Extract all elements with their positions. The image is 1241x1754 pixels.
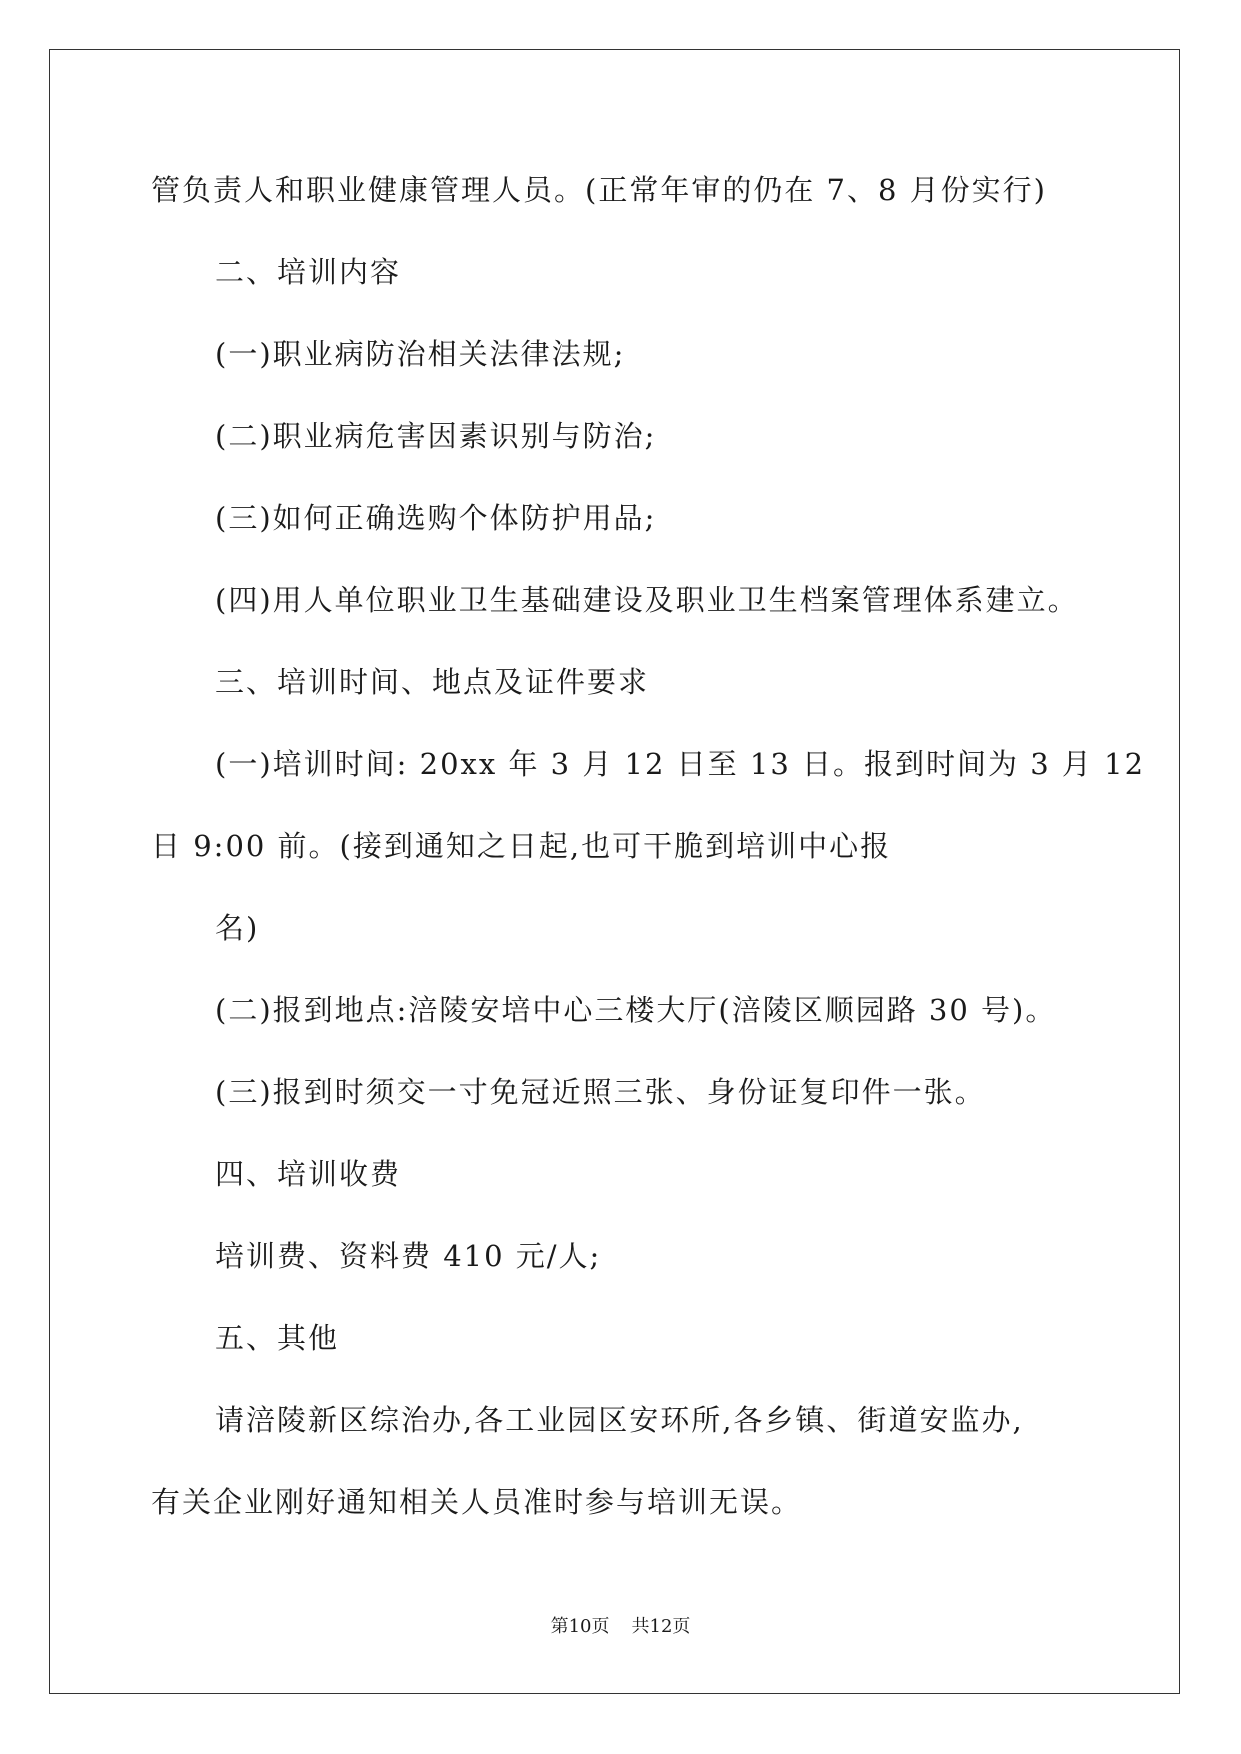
list-item-3-1-end: 名) <box>215 911 260 945</box>
list-item-3-1-cont: 日 9:00 前。(接到通知之日起,也可干脆到培训中心报 <box>151 829 892 863</box>
list-item-2-1: (一)职业病防治相关法律法规; <box>215 337 626 371</box>
list-item-2-4: (四)用人单位职业卫生基础建设及职业卫生档案管理体系建立。 <box>215 583 1079 617</box>
text-line-1: 管负责人和职业健康管理人员。(正常年审的仍在 7、8 月份实行) <box>151 173 1047 207</box>
list-item-2-2: (二)职业病危害因素识别与防治; <box>215 419 657 453</box>
page-total: 共12页 <box>631 1616 691 1637</box>
list-item-2-3: (三)如何正确选购个体防护用品; <box>215 501 657 535</box>
section-heading-3: 三、培训时间、地点及证件要求 <box>215 665 650 699</box>
section-heading-4: 四、培训收费 <box>215 1157 402 1191</box>
section-heading-5: 五、其他 <box>215 1321 340 1355</box>
fee-line: 培训费、资料费 410 元/人; <box>215 1239 602 1273</box>
page-number: 第10页 <box>550 1616 610 1637</box>
list-item-3-1: (一)培训时间: 20xx 年 3 月 12 日至 13 日。报到时间为 3 月 12 <box>215 747 1146 781</box>
list-item-3-3: (三)报到时须交一寸免冠近照三张、身份证复印件一张。 <box>215 1075 986 1109</box>
list-item-3-2: (二)报到地点:涪陵安培中心三楼大厅(涪陵区顺园路 30 号)。 <box>215 993 1057 1027</box>
section-heading-2: 二、培训内容 <box>215 255 402 289</box>
page-border <box>49 49 1180 1694</box>
closing-line-2: 有关企业刚好通知相关人员准时参与培训无误。 <box>151 1485 803 1519</box>
closing-line-1: 请涪陵新区综治办,各工业园区安环所,各乡镇、街道安监办, <box>215 1403 1024 1437</box>
page-footer <box>0 1615 1241 1639</box>
